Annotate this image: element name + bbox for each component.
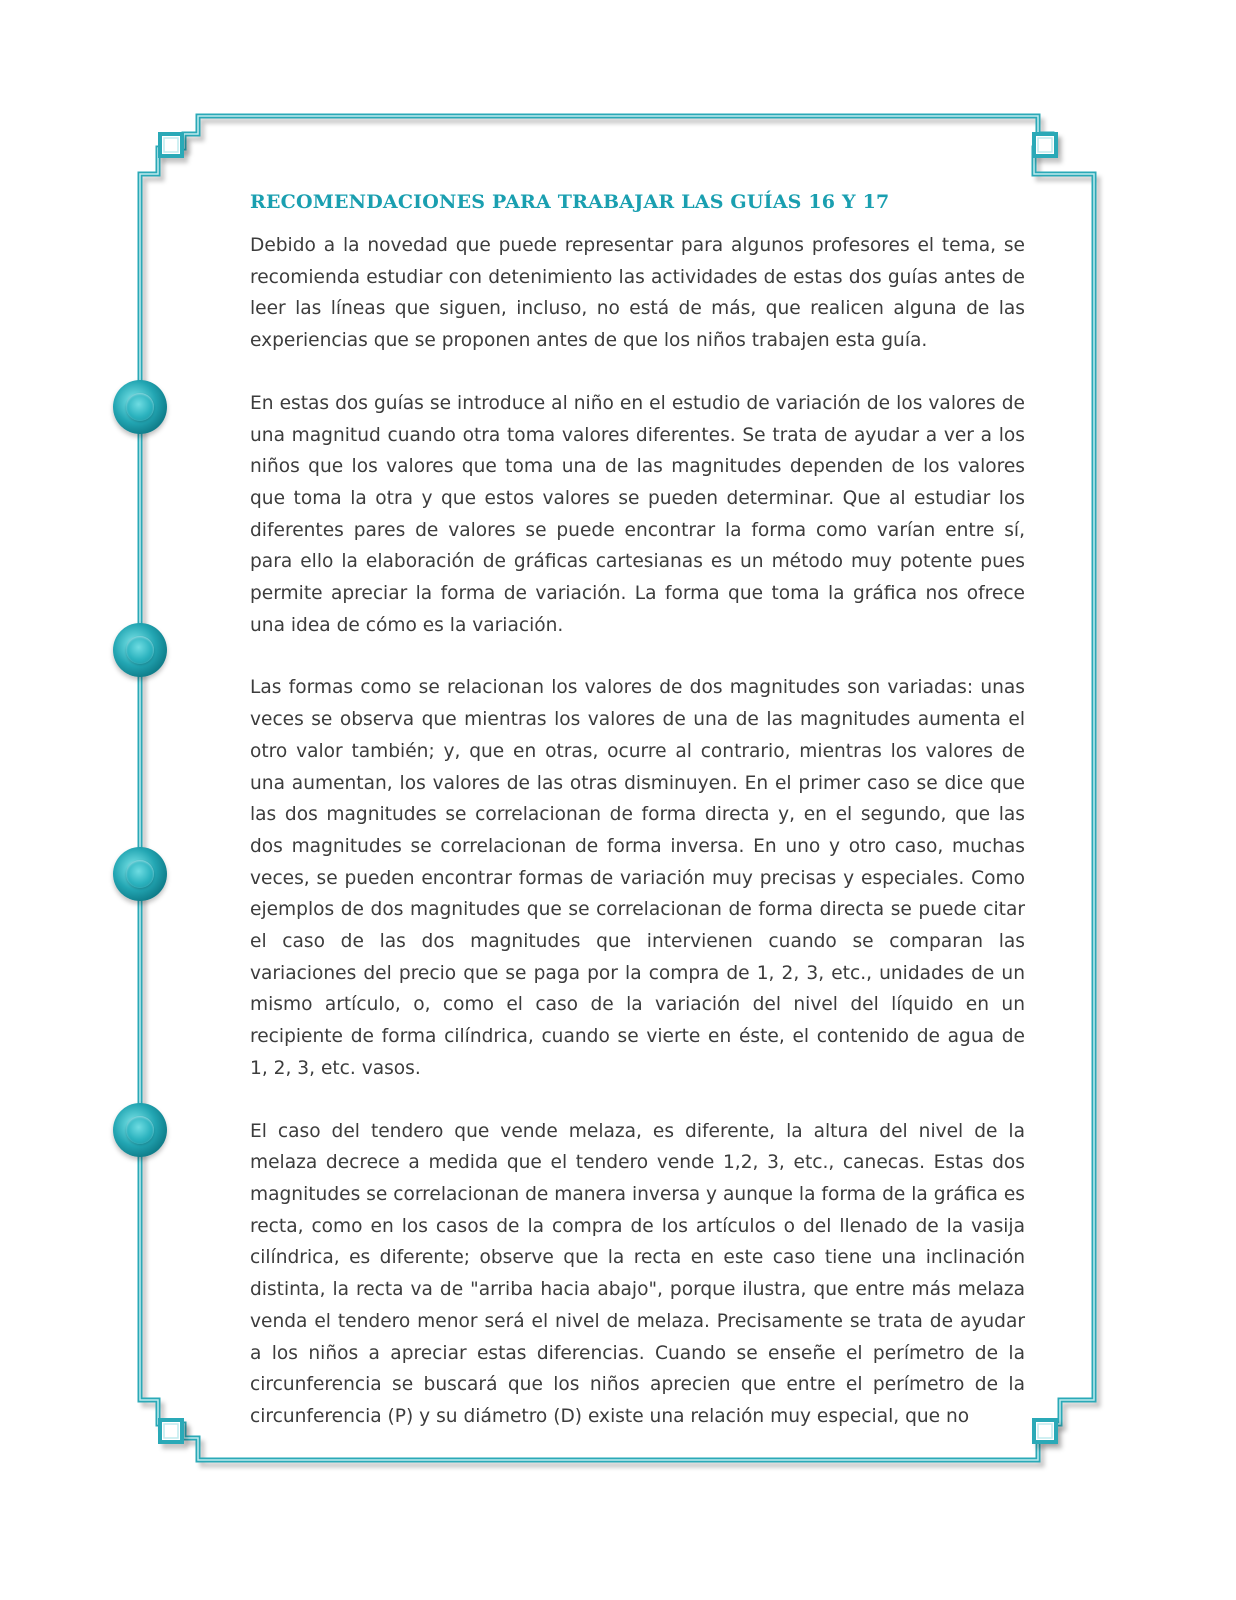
paragraph-4: El caso del tendero que vende melaza, es diferente, la altura del nivel de la melaza decrece a medida que el tendero vende 1,2, 3, etc., canecas. Estas dos magnitudes se correlacionan de manera inversa y aunque la forma de la gráfica es recta, como en los casos de la compra de los artículos o del llenado de la vasija cilíndrica, es diferente; observe que la recta en este caso tiene una inclinación distinta, la recta va de "arriba hacia abajo", porque ilustra, que entre más melaza venda el tendero menor será el nivel de melaza. Precisamente se trata de ayudar a los niños a apreciar estas diferencias. Cuando se enseñe el perímetro de la circunferencia se buscará que los niños aprecien que entre el perímetro de la circunferencia (P) y su diámetro (D) existe una relación muy especial, que no (250, 1120, 1025, 1427)
paragraph-3: Las formas como se relacionan los valores de dos magnitudes son variadas: unas veces se observa que mientras los valores de una de las magnitudes aumenta el otro valor también; y, que en otras, ocurre al contrario, mientras los valores de una aumentan, los valores de las otras disminuyen. En el primer caso se dice que las dos magnitudes se correlacionan de forma directa y, en el segundo, que las dos magnitudes se correlacionan de forma inversa. En uno y otro caso, muchas veces, se pueden encontrar formas de variación muy precisas y especiales. Como ejemplos de dos magnitudes que se correlacionan de forma directa se puede citar el caso de las dos magnitudes que intervienen cuando se comparan las variaciones del precio que se paga por la compra de 1, 2, 3, etc., unidades de un mismo artículo, o, como el caso de la variación del nivel del líquido en un recipiente de forma cilíndrica, cuando se vierte en éste, el contenido de agua de 1, 2, 3, etc. vasos. (250, 677, 1025, 1079)
binder-ring-3 (113, 847, 167, 901)
paragraph-2: En estas dos guías se introduce al niño en el estudio de variación de los valores de una magnitud cuando otra toma valores diferentes. Se trata de ayudar a ver a los niños que los valores que toma una de las magnitudes dependen de los valores que toma la otra y que estos valores se pueden determinar. Que al estudiar los diferentes pares de valores se puede encontrar la forma como varían entre sí, para ello la elaboración de gráficas cartesianas es un método muy potente pues permite apreciar la forma de variación. La forma que toma la gráfica nos ofrece una idea de cómo es la variación. (250, 392, 1025, 636)
section-heading: RECOMENDACIONES PARA TRABAJAR LAS GUÍAS 16 Y 17 (250, 191, 890, 213)
paragraph-1: Debido a la novedad que puede representar para algunos profesores el tema, se recomienda estudiar con detenimiento las actividades de estas dos guías antes de leer las líneas que siguen, incluso, no está de más, que realicen alguna de las experiencias que se proponen antes de que los niños trabajen esta guía. (250, 235, 1025, 352)
page-content (250, 188, 1025, 1464)
binder-ring-4 (113, 1103, 167, 1157)
binder-ring-2 (113, 623, 167, 677)
binder-ring-1 (113, 380, 167, 434)
